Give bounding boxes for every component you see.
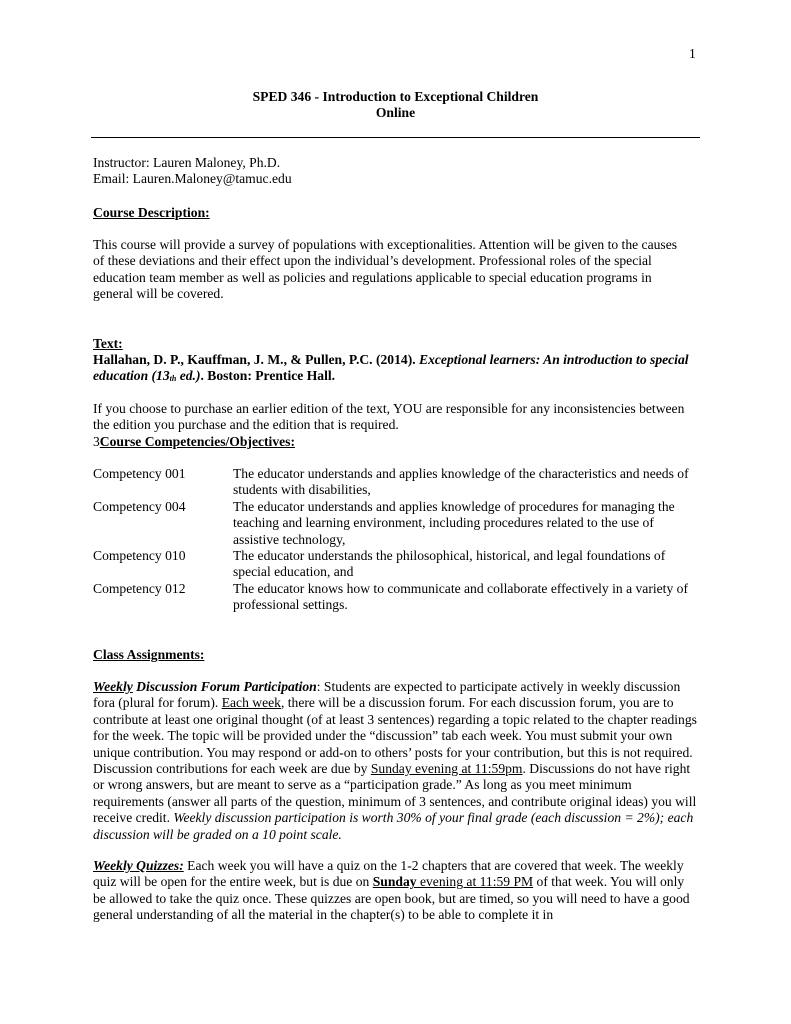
citation-edition-suffix: th — [169, 374, 177, 384]
discussion-text-3: . Discussions do not have right or wrong answers, but are meant to serve as a “participation grade.” As long as you meet minimum requirements (answer all parts of the question, minimum of 3 sentences, and contribute original ideas) you will receive credit. — [93, 761, 697, 826]
citation-publisher: . Boston: Prentice Hall. — [200, 368, 336, 384]
quizzes-title: Weekly Quizzes: — [93, 858, 184, 873]
discussion-weight: Weekly discussion participation is worth 30% of your final grade (each discussion = 2%); each discussion will be graded on a 10 point scale. — [93, 810, 694, 842]
header-divider — [91, 137, 700, 138]
competency-code: Competency 012 — [93, 581, 186, 596]
citation-title: Exceptional learners: An introduction to special education (13 — [93, 352, 689, 384]
competencies-heading: Course Competencies/Objectives: — [99, 434, 295, 449]
competency-text: The educator understands and applies knowledge of the characteristics and needs of students with disabilities, — [233, 466, 689, 498]
course-format: Online — [375, 105, 416, 120]
citation-authors: Hallahan, D. P., Kauffman, J. M., & Pullen, P.C. (2014). — [93, 352, 420, 367]
textbook-citation — [93, 352, 693, 388]
class-assignments-heading: Class Assignments: — [93, 647, 205, 662]
competency-code: Competency 010 — [93, 548, 186, 563]
instructor-email: Email: Lauren.Maloney@tamuc.edu — [93, 171, 292, 186]
page-number: 1 — [689, 46, 696, 61]
competency-text: The educator understands the philosophical, historical, and legal foundations of special education, and — [233, 548, 666, 580]
competency-text: The educator understands and applies knowledge of procedures for managing the teaching and learning environment, including procedures related to the use of assistive technology, — [233, 499, 675, 547]
competency-code: Competency 001 — [93, 466, 186, 481]
discussion-paragraph — [93, 679, 699, 843]
discussion-text-2: , there will be a discussion forum. For each discussion forum, you are to contribute at least one original thought (of at least 3 sentences) regarding a topic related to the chapter readings for the week. The topic will be provided under the “discussion” tab each week. You must submit your own unique contribution. You may respond or add-on to others’ posts for your contribution, but this is not required. Discussion contributions for each week are due by — [93, 695, 697, 777]
course-title: SPED 346 - Introduction to Exceptional Children — [252, 89, 539, 104]
course-description-text: This course will provide a survey of populations with exceptionalities. Attention will be given to the causes of these deviations and their effect upon the individual’s development. Professional roles of the special education team member as well as policies and regulations applicable to special education programs in general will be covered. — [93, 237, 678, 302]
quizzes-due-time: evening at 11:59 PM — [416, 874, 534, 890]
competencies-heading-line — [93, 434, 700, 450]
discussion-title: Discussion Forum Participation — [132, 679, 317, 694]
text-heading: Text: — [93, 336, 123, 351]
discussion-text-1: Students are expected to participate actively in weekly discussion fora (plural for forum). — [93, 679, 681, 711]
discussion-due: Sunday evening at 11:59pm — [370, 761, 523, 777]
instructor-line: Instructor: Lauren Maloney, Ph.D. — [93, 155, 281, 170]
competency-text: The educator knows how to communicate and collaborate effectively in a variety of professional settings. — [233, 581, 688, 613]
course-description-heading: Course Description: — [93, 205, 210, 220]
discussion-colon: : — [316, 679, 324, 694]
discussion-title-weekly: Weekly — [93, 679, 133, 694]
quizzes-paragraph — [93, 858, 693, 924]
quizzes-text-2: of that week. You will only be allowed to take the quiz once. These quizzes are open book, but are timed, so you will need to have a good general understanding of all the material in the chapter(s) to be able to complete it in — [93, 874, 690, 923]
discussion-each-week: Each week — [221, 695, 281, 711]
quizzes-due-day: Sunday — [372, 874, 417, 890]
competency-code: Competency 004 — [93, 499, 186, 514]
quizzes-text-1: Each week you will have a quiz on the 1-2 chapters that are covered that week. The weekly quiz will be open for the entire week, but is due on — [93, 858, 684, 890]
citation-title-end: ed.) — [176, 368, 201, 384]
competencies-prefix: 3 — [93, 434, 100, 449]
edition-note: If you choose to purchase an earlier edition of the text, YOU are responsible for any inconsistencies between the edition you purchase and the edition that is required. — [93, 401, 685, 433]
